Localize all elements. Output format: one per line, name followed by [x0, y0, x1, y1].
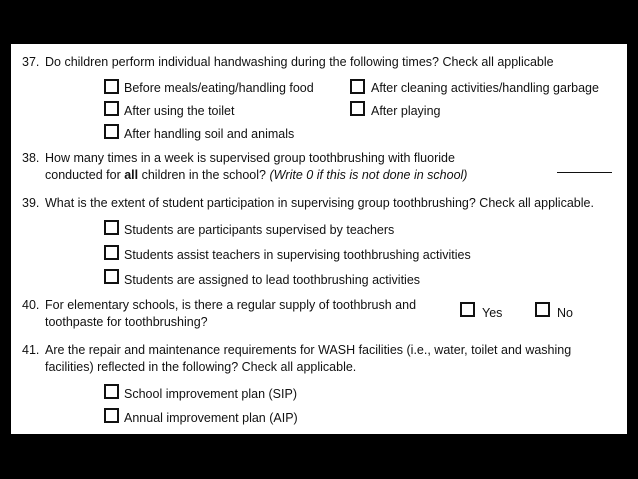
q38-question-line1: How many times in a week is supervised group toothbrushing with fluoride	[45, 151, 455, 165]
q41-checkbox-aip[interactable]	[104, 408, 119, 423]
q39-checkbox-assist[interactable]	[104, 245, 119, 260]
q37-checkbox-before-meals[interactable]	[104, 79, 119, 94]
q38-number: 38.	[22, 151, 40, 165]
q37-option-after-cleaning: After cleaning activities/handling garbage	[371, 81, 599, 95]
q39-question: What is the extent of student participation in supervising group toothbrushing? Check all applicable.	[45, 196, 594, 210]
q38-answer-blank[interactable]	[557, 172, 612, 173]
q39-checkbox-participants[interactable]	[104, 220, 119, 235]
q40-checkbox-no[interactable]	[535, 302, 550, 317]
q40-question-line1: For elementary schools, is there a regular supply of toothbrush and	[45, 298, 417, 312]
q40-number: 40.	[22, 298, 40, 312]
q37-checkbox-after-toilet[interactable]	[104, 101, 119, 116]
q38-line2-pre: conducted for	[45, 168, 125, 182]
q41-number: 41.	[22, 343, 40, 357]
q37-checkbox-after-cleaning[interactable]	[350, 79, 365, 94]
q37-option-after-playing: After playing	[371, 104, 441, 118]
q38-question-line2	[45, 167, 467, 183]
q40-checkbox-yes[interactable]	[460, 302, 475, 317]
q40-question-line2: toothpaste for toothbrushing?	[45, 315, 208, 329]
q40-label-yes: Yes	[482, 306, 503, 320]
q41-question-line1: Are the repair and maintenance requirements for WASH facilities (i.e., water, toilet and washing	[45, 343, 572, 357]
q41-option-aip: Annual improvement plan (AIP)	[124, 411, 298, 425]
q39-option-assist: Students assist teachers in supervising toothbrushing activities	[124, 248, 471, 262]
q38-line2-italic: (Write 0 if this is not done in school)	[269, 168, 468, 182]
q37-question: Do children perform individual handwashing during the following times? Check all applicable	[45, 55, 554, 69]
q37-option-after-toilet: After using the toilet	[124, 104, 235, 118]
q37-number: 37.	[22, 55, 40, 69]
q37-option-after-soil: After handling soil and animals	[124, 127, 295, 141]
q41-checkbox-sip[interactable]	[104, 384, 119, 399]
q37-checkbox-after-playing[interactable]	[350, 101, 365, 116]
q38-line2-post: children in the school?	[138, 168, 270, 182]
survey-page	[11, 44, 627, 434]
q37-option-before-meals: Before meals/eating/handling food	[124, 81, 314, 95]
q40-label-no: No	[557, 306, 573, 320]
q41-question-line2: facilities) reflected in the following? Check all applicable.	[45, 360, 357, 374]
q41-option-sip: School improvement plan (SIP)	[124, 387, 297, 401]
q39-number: 39.	[22, 196, 40, 210]
q38-line2-bold: all	[124, 168, 139, 182]
q39-option-participants: Students are participants supervised by teachers	[124, 223, 395, 237]
q39-option-lead: Students are assigned to lead toothbrushing activities	[124, 273, 421, 287]
q37-checkbox-after-soil[interactable]	[104, 124, 119, 139]
q39-checkbox-lead[interactable]	[104, 269, 119, 284]
